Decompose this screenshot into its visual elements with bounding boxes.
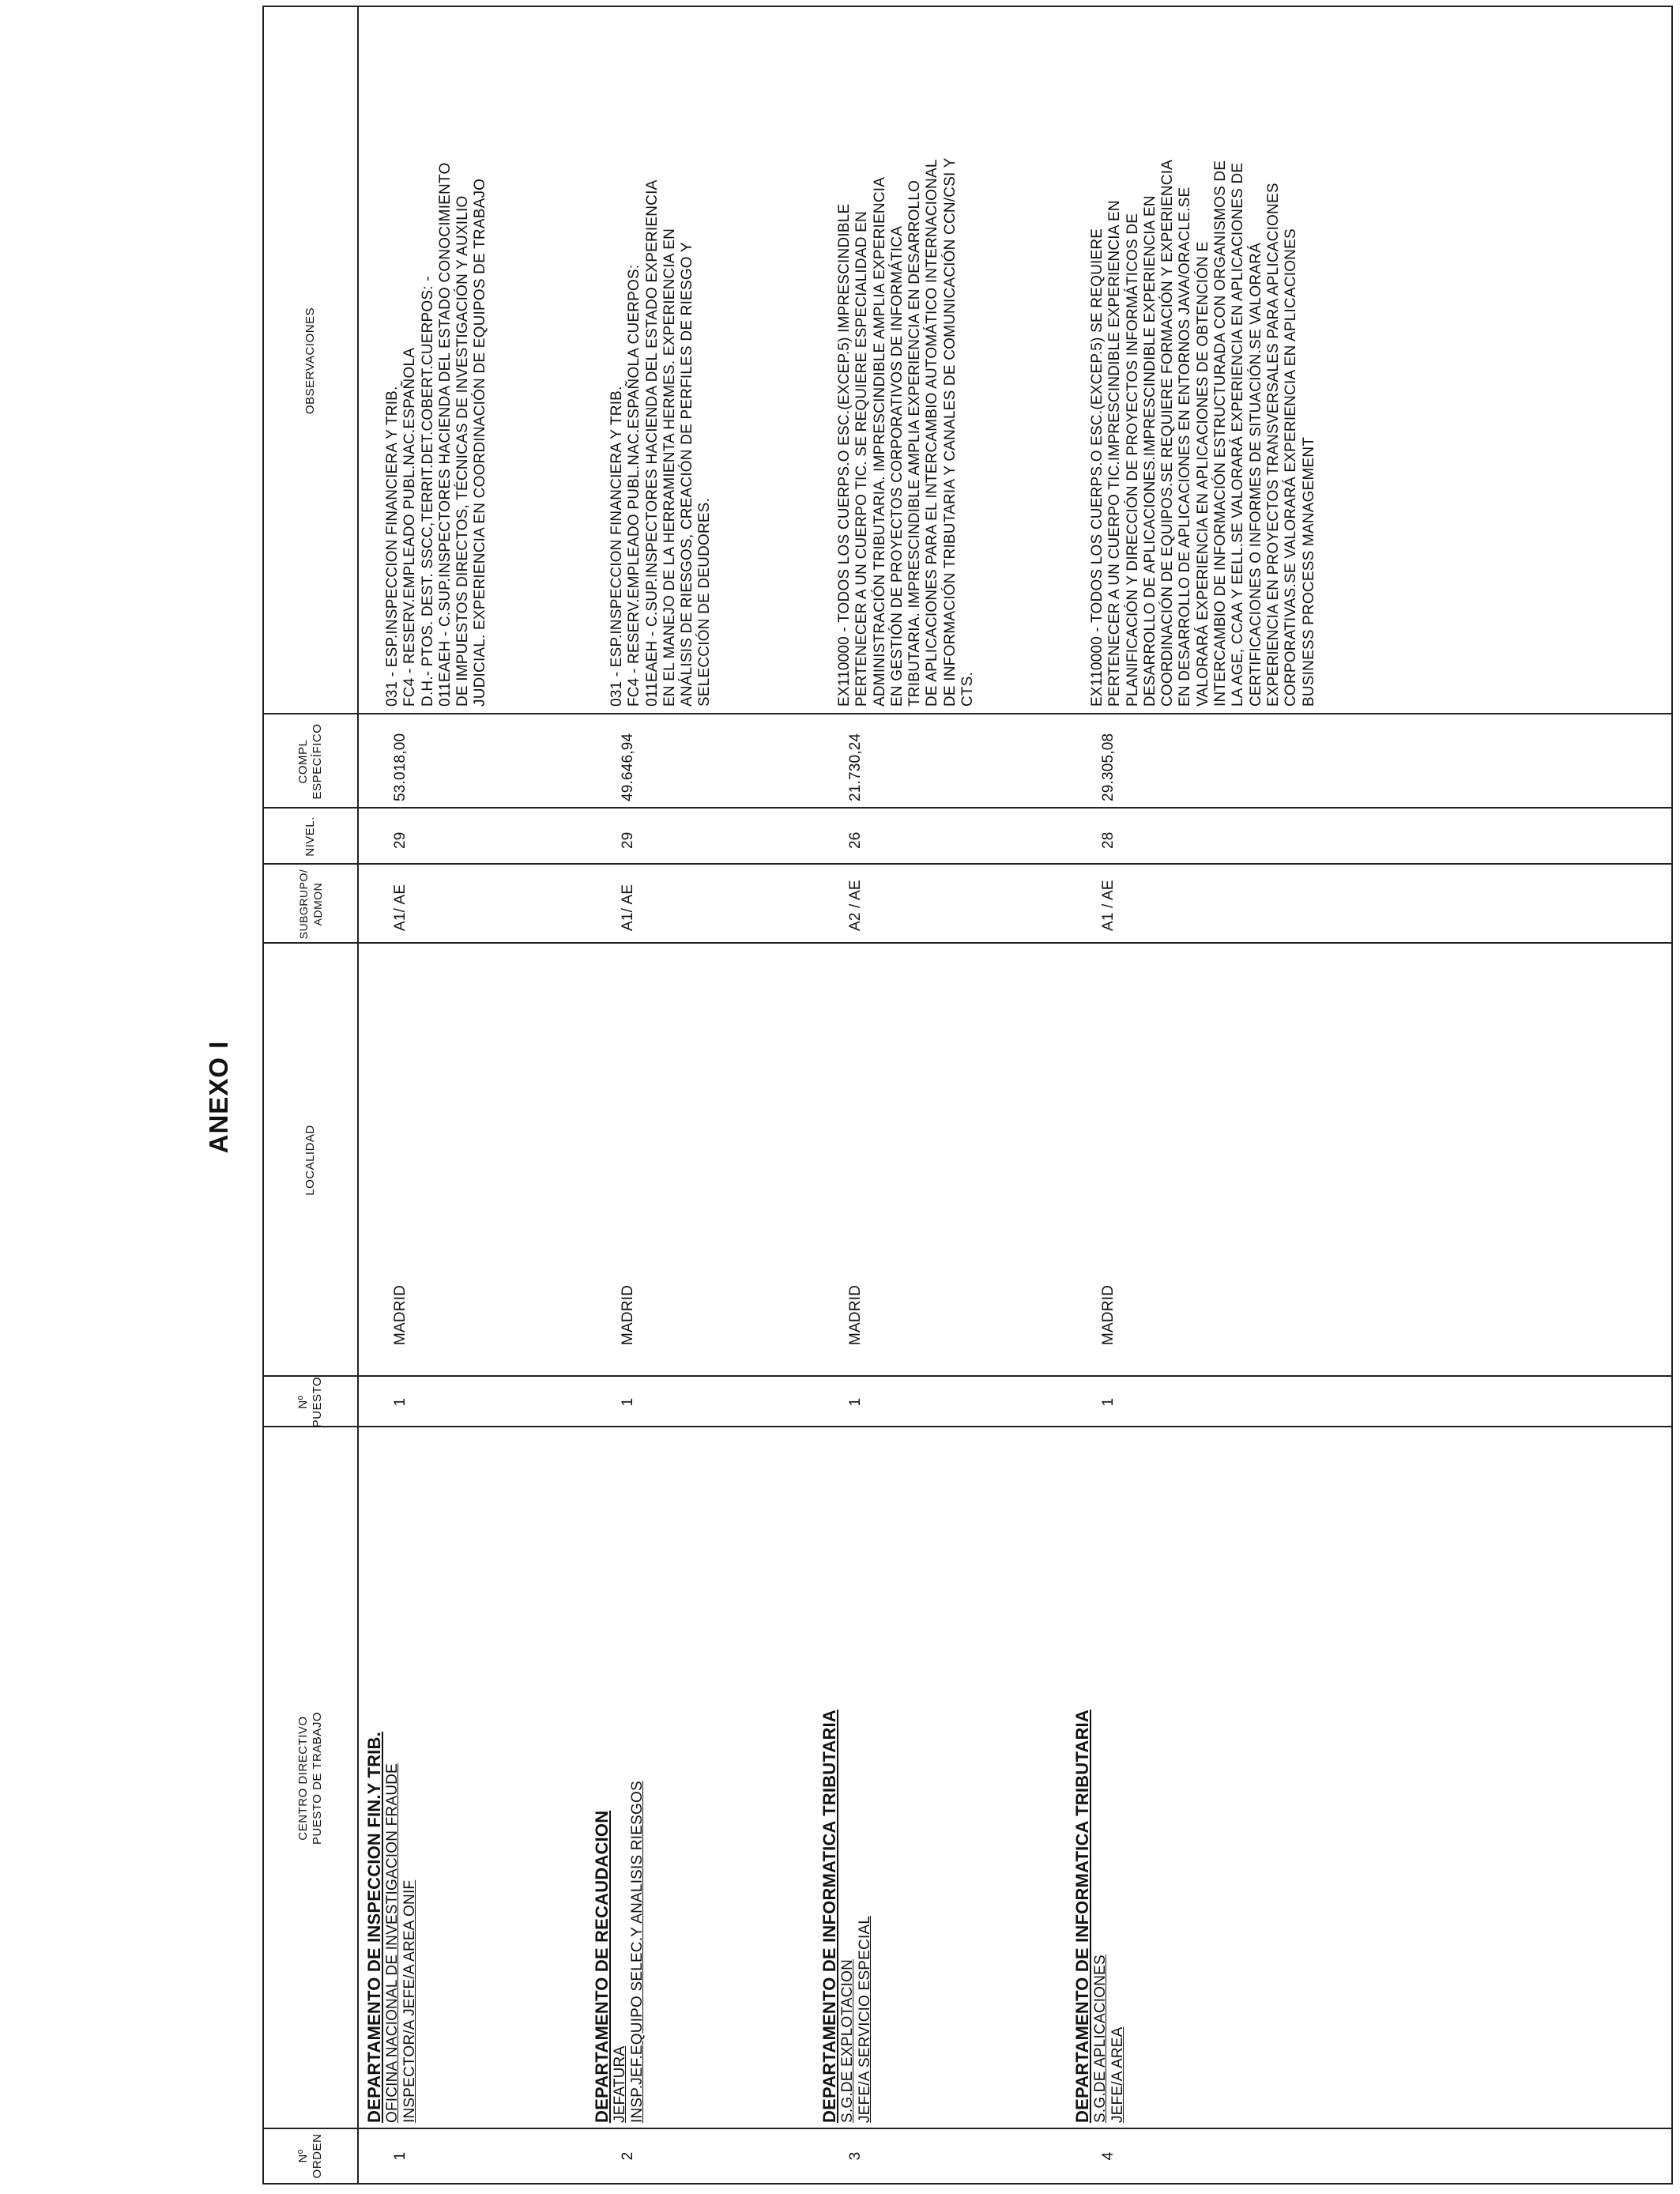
- row-1-centro: [365, 1732, 419, 2123]
- row-4-compl: 29.305,08: [1100, 733, 1117, 801]
- department-name: DEPARTAMENTO DE INFORMATICA TRIBUTARIA: [819, 1710, 839, 2123]
- row-3-orden: 3: [847, 2151, 864, 2161]
- column-divider: [264, 713, 1671, 714]
- observation-line: DE APLICACIONES PARA EL INTERCAMBIO AUTOMÁTICO INTERNACIONAL: [924, 159, 941, 707]
- observation-line: INTERCAMBIO DE INFORMACIÓN ESTRUCTURADA CON ORGANISMOS DE: [1212, 160, 1230, 707]
- row-1-orden: 1: [392, 2151, 409, 2161]
- header-observaciones: [264, 7, 357, 714]
- position-name: INSP.JEF.EQUIPO SELEC.Y ANALISIS RIESGOS: [629, 1781, 646, 2123]
- observation-line: TRIBUTARIA. IMPRESCINDIBLE AMPLIA EXPERIENCIA EN DESARROLLO: [906, 179, 924, 707]
- column-divider: [264, 807, 1671, 809]
- position-name: INSPECTOR/A JEFE/A AREA ONIF: [401, 1879, 418, 2123]
- page-title: ANEXO I: [204, 1040, 233, 1154]
- row-4-observaciones: [1089, 160, 1318, 707]
- observation-line: EN EL MANEJO DE LA HERRAMIENTA HERMES. EXPERIENCIA EN: [661, 228, 678, 707]
- row-4-subgrupo: A1 / AE: [1100, 880, 1117, 931]
- column-divider: [264, 942, 1671, 944]
- row-4-localidad: MADRID: [1100, 1284, 1117, 1345]
- header-text: COMPL: [296, 739, 310, 784]
- header-text: ORDEN: [311, 2133, 324, 2179]
- row-3-observaciones: [836, 157, 977, 707]
- observation-line: COORDINACIÓN DE EQUIPOS.SE REQUIERE FORMACIÓN Y EXPERIENCIA: [1159, 159, 1177, 707]
- subunit-name: OFICINA NACIONAL DE INVESTIGACION FRAUDE: [384, 1763, 401, 2123]
- observation-line: D.H.- PTOS. DEST. SSCC,TERRIT.DET.COBERT.CUERPOS: -: [419, 276, 436, 707]
- observation-line: 011EAEH - C.SUP.INSPECTORES HACIENDA DEL ESTADO EXPERIENCIA: [643, 179, 661, 707]
- column-divider: [264, 2128, 1671, 2129]
- header-orden: [264, 2129, 357, 2183]
- subunit-name: S.G.DE APLICACIONES: [1092, 1955, 1109, 2123]
- observation-line: ADMINISTRACIÓN TRIBUTARIA. IMPRESCINDIBLE AMPLIA EXPERIENCIA: [871, 176, 888, 707]
- observation-line: EN DESARROLLO DE APLICACIONES EN ENTORNOS JAVA/ORACLE.SE: [1177, 187, 1194, 707]
- observation-line: ANÁLISIS DE RIESGOS, CREACIÓN DE PERFILES DE RIESGO Y: [679, 242, 696, 707]
- observation-line: FC4 - RESERV.EMPLEADO PUBL.NAC.ESPAÑOLA CUERPOS:: [626, 264, 643, 707]
- column-divider: [264, 863, 1671, 865]
- row-1-compl: 53.018,00: [392, 733, 409, 801]
- row-3-localidad: MADRID: [847, 1284, 864, 1345]
- row-2-nivel: 29: [620, 831, 636, 849]
- observation-line: CTS.: [959, 671, 977, 707]
- row-3-puestos: 1: [847, 1397, 864, 1407]
- department-name: DEPARTAMENTO DE INFORMATICA TRIBUTARIA: [1072, 1710, 1092, 2123]
- header-text: PUESTO: [311, 1376, 324, 1428]
- header-text: LOCALIDAD: [303, 1125, 317, 1196]
- row-4-puestos: 1: [1100, 1397, 1117, 1407]
- observation-line: LA AGE, CCAA Y EELL.SE VALORARÁ EXPERIENCIA EN APLICACIONES DE: [1230, 162, 1247, 707]
- header-text: SUBGRUPO/: [297, 869, 310, 940]
- position-name: JEFE/A SERVICIO ESPECIAL: [857, 1915, 873, 2123]
- observation-line: 011EAEH - C.SUP.INSPECTORES HACIENDA DEL ESTADO CONOCIMIENTO: [436, 162, 454, 707]
- header-text: Nº: [296, 1395, 310, 1409]
- row-1-localidad: MADRID: [392, 1284, 409, 1345]
- row-3-centro: [820, 1710, 874, 2123]
- department-name: DEPARTAMENTO DE RECAUDACION: [592, 1810, 612, 2123]
- row-4-nivel: 28: [1100, 831, 1117, 849]
- row-4-orden: 4: [1100, 2151, 1117, 2161]
- observation-line: EN GESTIÓN DE PROYECTOS CORPORATIVOS DE INFORMÁTICA: [888, 225, 906, 707]
- row-3-nivel: 26: [847, 831, 864, 849]
- column-divider: [264, 1375, 1671, 1377]
- row-4-centro: [1073, 1710, 1127, 2123]
- row-2-compl: 49.646,94: [620, 733, 636, 801]
- row-2-subgrupo: A1/ AE: [620, 884, 636, 931]
- header-divider: [357, 7, 359, 2183]
- subunit-name: S.G.DE EXPLOTACION: [839, 1958, 856, 2123]
- row-1-observaciones: [384, 163, 490, 707]
- observation-line: 031 - ESP.INSPECCION FINANCIERA Y TRIB.: [384, 386, 401, 707]
- observation-line: PERTENECER A UN CUERPO TIC. SE REQUIERE ESPECIALIDAD EN: [853, 211, 871, 707]
- header-text: NIVEL.: [303, 816, 317, 857]
- header-text: PUESTO DE TRABAJO: [311, 1712, 324, 1845]
- header-text: OBSERVACIONES: [303, 307, 317, 415]
- observation-line: FC4 - RESERV.EMPLEADO PUBL.NAC.ESPAÑOLA: [401, 347, 419, 707]
- header-text: ESPECÍFICO: [311, 723, 324, 800]
- header-text: CENTRO DIRECTIVO: [296, 1716, 310, 1841]
- observation-line: PLANIFICACIÓN Y DIRECCIÓN DE PROYECTOS INFORMÁTICOS DE: [1124, 213, 1141, 707]
- row-1-puestos: 1: [392, 1397, 409, 1407]
- observation-line: DE INFORMACIÓN TRIBUTARIA Y CANALES DE COMUNICACIÓN CCN/CSI Y: [941, 157, 959, 707]
- row-2-observaciones: [608, 180, 714, 707]
- header-text: ADMON: [311, 882, 324, 926]
- observation-line: CORPORATIVAS.SE VALORARÁ EXPERIENCIA EN APLICACIONES: [1283, 228, 1300, 707]
- header-nivel: [264, 809, 357, 865]
- department-name: DEPARTAMENTO DE INSPECCION FIN.Y TRIB.: [364, 1732, 384, 2123]
- row-2-centro: [593, 1781, 646, 2123]
- row-2-orden: 2: [620, 2151, 636, 2161]
- observation-line: BUSINESS PROCESS MANAGEMENT: [1300, 436, 1317, 707]
- header-centro: [264, 1427, 357, 2129]
- observation-line: SELECCIÓN DE DEUDORES.: [696, 497, 714, 707]
- observation-line: DE IMPUESTOS DIRECTOS, TÉCNICAS DE INVESTIGACIÓN Y AUXILIO: [454, 195, 472, 707]
- row-2-localidad: MADRID: [620, 1284, 636, 1345]
- observation-line: PERTENECER A UN CUERPO TIC.IMPRESCINDIBLE EXPERIENCIA EN: [1106, 200, 1124, 707]
- observation-line: VALORARÁ EXPERIENCIA EN APLICACIONES DE OBTENCIÓN E: [1194, 241, 1211, 707]
- observation-line: EX110000 - TODOS LOS CUERPS.O ESC.(EXCEP.5) SE REQUIERE: [1089, 228, 1106, 707]
- observation-line: DESARROLLO DE APLICACIONES.IMPRESCINDIBLE EXPERIENCIA EN: [1141, 195, 1158, 707]
- observation-line: JUDICIAL. EXPERIENCIA EN COORDINACIÓN DE EQUIPOS DE TRABAJO: [472, 178, 489, 707]
- observation-line: CERTIFICACIONES O INFORMES DE SITUACIÓN.SE VALORARÁ: [1247, 243, 1264, 707]
- header-puestos: [264, 1377, 357, 1427]
- row-1-subgrupo: A1/ AE: [392, 884, 409, 931]
- observation-line: EX110000 - TODOS LOS CUERPS.O ESC.(EXCEP.5) IMPRESCINDIBLE: [836, 203, 853, 707]
- positions-table: [262, 6, 1673, 2185]
- column-divider: [264, 1426, 1671, 1427]
- row-3-compl: 21.730,24: [847, 733, 864, 801]
- header-compl: [264, 714, 357, 809]
- row-3-subgrupo: A2 / AE: [847, 880, 864, 931]
- observation-line: 031 - ESP.INSPECCION FINANCIERA Y TRIB.: [608, 386, 625, 707]
- header-text: Nº: [296, 2149, 310, 2163]
- row-1-nivel: 29: [392, 831, 409, 849]
- position-name: JEFE/A AREA: [1109, 2026, 1126, 2123]
- observation-line: EXPERIENCIA EN PROYECTOS TRANSVERSALES PARA APLICACIONES: [1264, 183, 1282, 707]
- header-localidad: [264, 944, 357, 1377]
- subunit-name: JEFATURA: [612, 2045, 628, 2123]
- row-2-puestos: 1: [620, 1397, 636, 1407]
- header-subgrupo: [264, 865, 357, 944]
